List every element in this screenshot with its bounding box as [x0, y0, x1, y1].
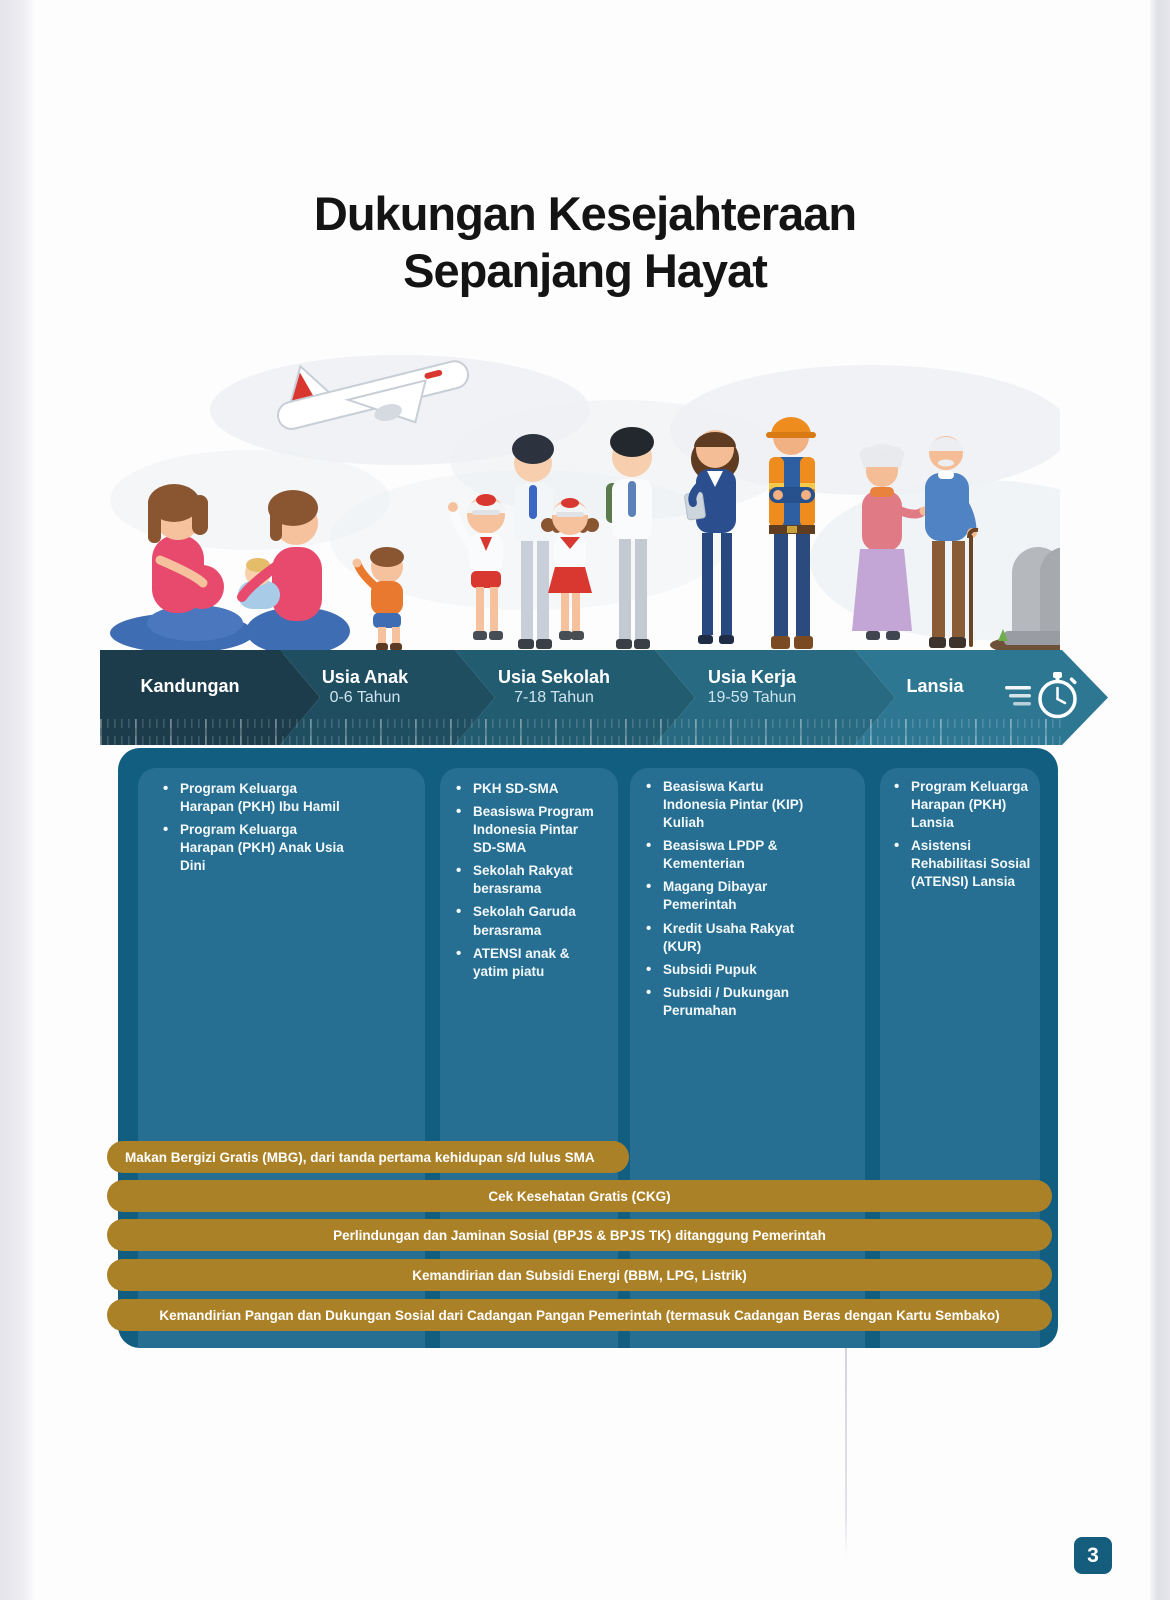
- program-item: • Beasiswa Kartu Indonesia Pintar (KIP) Kuliah: [646, 778, 828, 832]
- timeline-ticks-major: [100, 719, 1065, 745]
- program-list-lansia: [894, 778, 1046, 896]
- program-list-kandungan-anak: [163, 780, 353, 880]
- program-item: • Program Keluarga Harapan (PKH) Ibu Hamil: [163, 780, 353, 816]
- banner-pangan: [107, 1299, 1052, 1331]
- program-item: • Beasiswa LPDP & Kementerian: [646, 837, 828, 873]
- program-item: • Subsidi Pupuk: [646, 961, 828, 979]
- banner-energi: [107, 1259, 1052, 1291]
- stage-kandungan-label: Kandungan: [140, 676, 240, 696]
- stage-usia-sekolah: [468, 666, 640, 708]
- banner-energi-label: Kemandirian dan Subsidi Energi (BBM, LPG, Listrik): [412, 1267, 747, 1283]
- stage-usia-kerja: [664, 666, 840, 708]
- page-title: [85, 185, 1085, 300]
- program-item: • Sekolah Rakyat berasrama: [456, 862, 596, 898]
- page-number: 3: [1087, 1543, 1099, 1567]
- banner-pangan-label: Kemandirian Pangan dan Dukungan Sosial dari Cadangan Pangan Pemerintah (termasuk Cadangan Beras dengan Kartu Sembako): [159, 1307, 1000, 1323]
- program-item: • Subsidi / Dukungan Perumahan: [646, 984, 828, 1020]
- program-item: • Magang Dibayar Pemerintah: [646, 878, 828, 914]
- program-item: • ATENSI anak & yatim piatu: [456, 945, 596, 981]
- page-title-line1: Dukungan Kesejahteraan: [313, 187, 857, 240]
- stage-usia-anak: [285, 666, 445, 708]
- program-item: • Kredit Usaha Rakyat (KUR): [646, 920, 828, 956]
- stage-kandungan: [110, 675, 270, 697]
- program-item: • Sekolah Garuda berasrama: [456, 903, 596, 939]
- life-stages-illustration: [100, 335, 1060, 665]
- program-item: • PKH SD-SMA: [456, 780, 596, 798]
- program-list-usia-kerja: [646, 778, 828, 1025]
- program-item: • Program Keluarga Harapan (PKH) Lansia: [894, 778, 1046, 832]
- page-crease-line: [845, 1348, 847, 1558]
- stage-usia-kerja-range: 19-59 Tahun: [707, 689, 797, 706]
- stage-usia-sekolah-range: 7-18 Tahun: [514, 689, 594, 706]
- stage-usia-anak-label: Usia Anak: [321, 667, 409, 687]
- program-item: • Program Keluarga Harapan (PKH) Anak Usia Dini: [163, 821, 353, 875]
- banner-mbg: [107, 1141, 629, 1173]
- banner-bpjs: [107, 1219, 1052, 1251]
- program-item: • Beasiswa Program Indonesia Pintar SD-SMA: [456, 803, 596, 857]
- stage-lansia-label: Lansia: [906, 676, 964, 696]
- banner-ckg-label: Cek Kesehatan Gratis (CKG): [488, 1188, 671, 1204]
- banner-ckg: [107, 1180, 1052, 1212]
- stage-lansia: [870, 675, 1000, 697]
- stage-usia-sekolah-label: Usia Sekolah: [497, 667, 611, 687]
- page-title-line2: Sepanjang Hayat: [403, 244, 767, 298]
- page-edge-right: [1150, 0, 1170, 1600]
- stage-usia-anak-range: 0-6 Tahun: [329, 689, 401, 706]
- banner-bpjs-label: Perlindungan dan Jaminan Sosial (BPJS & BPJS TK) ditanggung Pemerintah: [333, 1227, 826, 1243]
- page-edge-left: [0, 0, 38, 1600]
- banner-mbg-label: Makan Bergizi Gratis (MBG), dari tanda pertama kehidupan s/d lulus SMA: [125, 1149, 595, 1165]
- program-item: • Asistensi Rehabilitasi Sosial (ATENSI) Lansia: [894, 837, 1046, 891]
- program-list-usia-sekolah: [456, 780, 596, 986]
- toddler-illustration: [353, 547, 405, 651]
- page-number-badge: [1074, 1537, 1112, 1574]
- programs-container: [118, 748, 1058, 1348]
- stage-usia-kerja-label: Usia Kerja: [707, 667, 797, 687]
